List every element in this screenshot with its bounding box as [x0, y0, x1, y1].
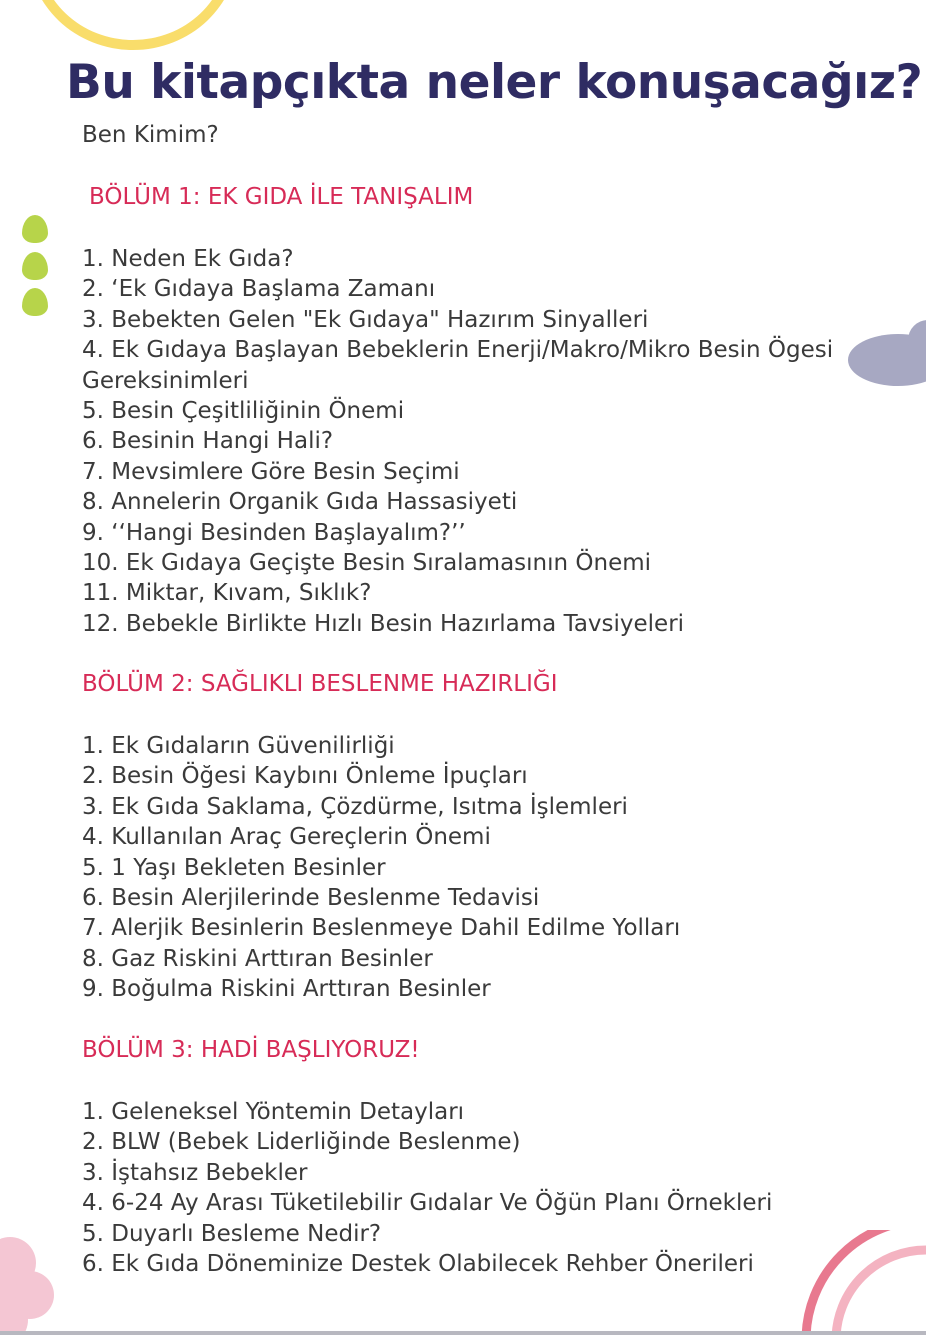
list-item: 2. ‘Ek Gıdaya Başlama Zamanı [82, 276, 436, 303]
green-drop-icon [22, 288, 48, 316]
bottom-border [0, 1331, 926, 1335]
list-item: 2. BLW (Bebek Liderliğinde Beslenme) [82, 1129, 521, 1156]
pink-flower-decoration [0, 1225, 55, 1335]
list-item: 6. Ek Gıda Döneminize Destek Olabilecek Rehber Önerileri [82, 1251, 754, 1278]
section-3-list [82, 1097, 842, 1279]
list-item: 4. 6-24 Ay Arası Tüketilebilir Gıdalar Ve Öğün Planı Örnekleri [82, 1190, 773, 1217]
list-item: 6. Besin Alerjilerinde Beslenme Tedavisi [82, 885, 540, 912]
list-item: 6. Besinin Hangi Hali? [82, 428, 334, 455]
list-item: 3. Bebekten Gelen "Ek Gıdaya" Hazırım Sinyalleri [82, 306, 649, 333]
list-item: 5. Besin Çeşitliliğinin Önemi [82, 398, 405, 425]
list-item: 1. Ek Gıdaların Güvenilirliği [82, 733, 395, 759]
list-item: 5. Duyarlı Besleme Nedir? [82, 1220, 382, 1247]
list-item: 3. İştahsız Bebekler [82, 1159, 308, 1186]
list-item: 7. Alerjik Besinlerin Beslenmeye Dahil Edilme Yolları [82, 915, 681, 942]
yellow-arc-decoration [28, 0, 238, 50]
green-drop-icon [22, 252, 48, 280]
list-item: 1. Neden Ek Gıda? [82, 246, 294, 272]
list-item: 9. Boğulma Riskini Arttıran Besinler [82, 976, 491, 1003]
list-item: 3. Ek Gıda Saklama, Çözdürme, Isıtma İşlemleri [82, 793, 628, 820]
list-item: 4. Ek Gıdaya Başlayan Bebeklerin Enerji/Makro/Mikro Besin Ögesi Gereksinimleri [82, 337, 834, 394]
section-2-list [82, 731, 842, 1005]
list-item: 4. Kullanılan Araç Gereçlerin Önemi [82, 824, 491, 851]
list-item: 11. Miktar, Kıvam, Sıklık? [82, 580, 372, 607]
list-item: 12. Bebekle Birlikte Hızlı Besin Hazırlama Tavsiyeleri [82, 610, 685, 637]
page-title: Bu kitapçıkta neler konuşacağız? [66, 55, 923, 110]
list-item: 2. Besin Öğesi Kaybını Önleme İpuçları [82, 763, 528, 790]
list-item: 8. Gaz Riskini Arttıran Besinler [82, 945, 433, 972]
list-item: 7. Mevsimlere Göre Besin Seçimi [82, 458, 460, 485]
section-2-heading: BÖLÜM 2: SAĞLIKLI BESLENME HAZIRLIĞI [82, 671, 558, 697]
list-item: 5. 1 Yaşı Bekleten Besinler [82, 854, 386, 881]
list-item: 8. Annelerin Organik Gıda Hassasiyeti [82, 489, 518, 516]
grey-cloud-decoration [846, 318, 926, 388]
list-item: 9. ‘‘Hangi Besinden Başlayalım?’’ [82, 519, 466, 546]
section-1-heading: BÖLÜM 1: EK GIDA İLE TANIŞALIM [89, 184, 474, 210]
section-1-list [82, 244, 842, 639]
intro-line: Ben Kimim? [82, 122, 219, 148]
list-item: 1. Geleneksel Yöntemin Detayları [82, 1099, 465, 1125]
list-item: 10. Ek Gıdaya Geçişte Besin Sıralamasının Önemi [82, 550, 652, 577]
section-3-heading: BÖLÜM 3: HADİ BAŞLIYORUZ! [82, 1037, 420, 1063]
green-drop-icon [22, 215, 48, 243]
